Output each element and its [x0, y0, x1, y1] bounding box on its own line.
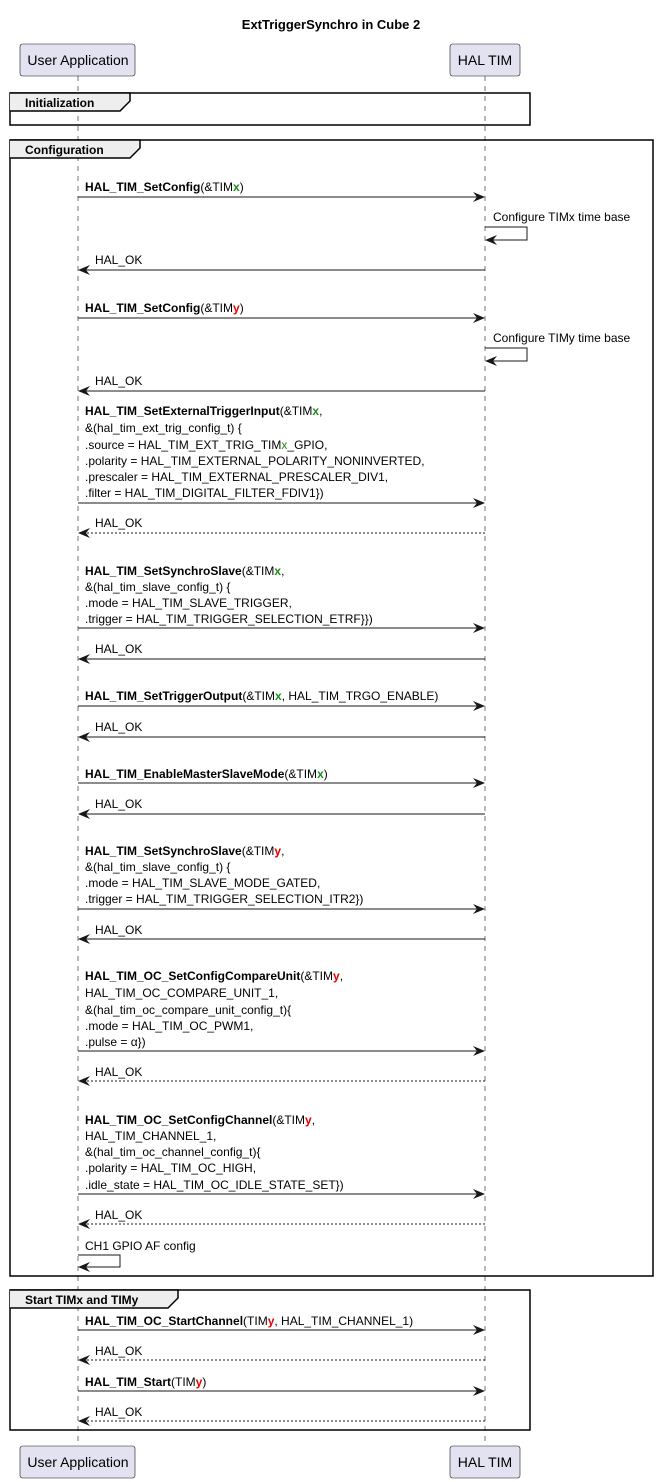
self-arrow — [485, 227, 527, 240]
message-oc-set-config-channel: HAL_TIM_OC_SetConfigChannel(&TIMy, HAL_TIM_CHANNEL_1, &(hal_tim_oc_channel_config_t){ .polarity = HAL_TIM_OC_HIGH, .idle_state = HAL_TIM_OC_IDLE_STATE_SET}) — [85, 1113, 344, 1192]
return-hal-ok: HAL_OK — [95, 253, 143, 267]
return-hal-ok: HAL_OK — [95, 720, 143, 734]
fragment-title: Initialization — [25, 96, 95, 110]
self-message-configure-timy: Configure TIMy time base — [493, 331, 631, 345]
self-arrow — [78, 1255, 120, 1267]
message-tim-start: HAL_TIM_Start(TIMy) — [85, 1375, 207, 1389]
diagram-title: ExtTriggerSynchro in Cube 2 — [241, 17, 421, 32]
participant-label: User Application — [27, 1454, 129, 1470]
message-set-synchro-slave-timy: HAL_TIM_SetSynchroSlave(&TIMy, &(hal_tim_slave_config_t) { .mode = HAL_TIM_SLAVE_MODE_GATED, .trigger = HAL_TIM_TRIGGER_SELECTION_ITR2}) — [85, 844, 364, 906]
return-hal-ok: HAL_OK — [95, 1405, 143, 1419]
self-arrow — [485, 348, 527, 361]
return-hal-ok: HAL_OK — [95, 1208, 143, 1222]
fragment-title: Configuration — [25, 143, 104, 157]
participant-hal-tim-bottom — [450, 1446, 520, 1478]
fragment-initialization — [10, 93, 530, 125]
message-set-external-trigger-input: HAL_TIM_SetExternalTriggerInput(&TIMx, &(hal_tim_ext_trig_config_t) { .source = HAL_TIM_EXT_TRIG_TIMx_GPIO, .polarity = HAL_TIM_EXTERNAL_POLARITY_NONINVERTED, .prescaler = HAL_TIM_EXTERNAL_PRESCALER_DIV1, .filter = HAL_TIM_DIGITAL_FILTER_FDIV1}) — [85, 404, 425, 500]
participant-user-application-bottom — [20, 1446, 135, 1478]
return-hal-ok: HAL_OK — [95, 516, 143, 530]
message-enable-master-slave-mode: HAL_TIM_EnableMasterSlaveMode(&TIMx) — [85, 767, 328, 781]
return-hal-ok: HAL_OK — [95, 642, 143, 656]
self-message-gpio-af-config: CH1 GPIO AF config — [85, 1239, 196, 1253]
fragment-title: Start TIMx and TIMy — [25, 1293, 139, 1307]
return-hal-ok: HAL_OK — [95, 1065, 143, 1079]
return-hal-ok: HAL_OK — [95, 374, 143, 388]
message-oc-set-config-compare-unit: HAL_TIM_OC_SetConfigCompareUnit(&TIMy, HAL_TIM_OC_COMPARE_UNIT_1, &(hal_tim_oc_compare_unit_config_t){ .mode = HAL_TIM_OC_PWM1, .pulse = α}) — [85, 969, 344, 1049]
participant-user-application-top — [20, 44, 135, 76]
participant-hal-tim-top — [450, 44, 520, 76]
participant-label: User Application — [27, 52, 129, 68]
message-set-config-timy: HAL_TIM_SetConfig(&TIMy) — [85, 301, 244, 315]
self-message-configure-timx: Configure TIMx time base — [493, 210, 631, 224]
message-set-trigger-output: HAL_TIM_SetTriggerOutput(&TIMx, HAL_TIM_TRGO_ENABLE) — [85, 689, 439, 703]
message-oc-start-channel: HAL_TIM_OC_StartChannel(TIMy, HAL_TIM_CHANNEL_1) — [85, 1314, 414, 1328]
return-hal-ok: HAL_OK — [95, 1344, 143, 1358]
participant-label: HAL TIM — [457, 52, 513, 68]
return-hal-ok: HAL_OK — [95, 797, 143, 811]
message-set-synchro-slave-timx: HAL_TIM_SetSynchroSlave(&TIMx, &(hal_tim_slave_config_t) { .mode = HAL_TIM_SLAVE_TRIGGER, .trigger = HAL_TIM_TRIGGER_SELECTION_ETRF}}) — [85, 564, 373, 626]
return-hal-ok: HAL_OK — [95, 923, 143, 937]
participant-label: HAL TIM — [457, 1454, 513, 1470]
message-set-config-timx: HAL_TIM_SetConfig(&TIMx) — [85, 180, 244, 194]
